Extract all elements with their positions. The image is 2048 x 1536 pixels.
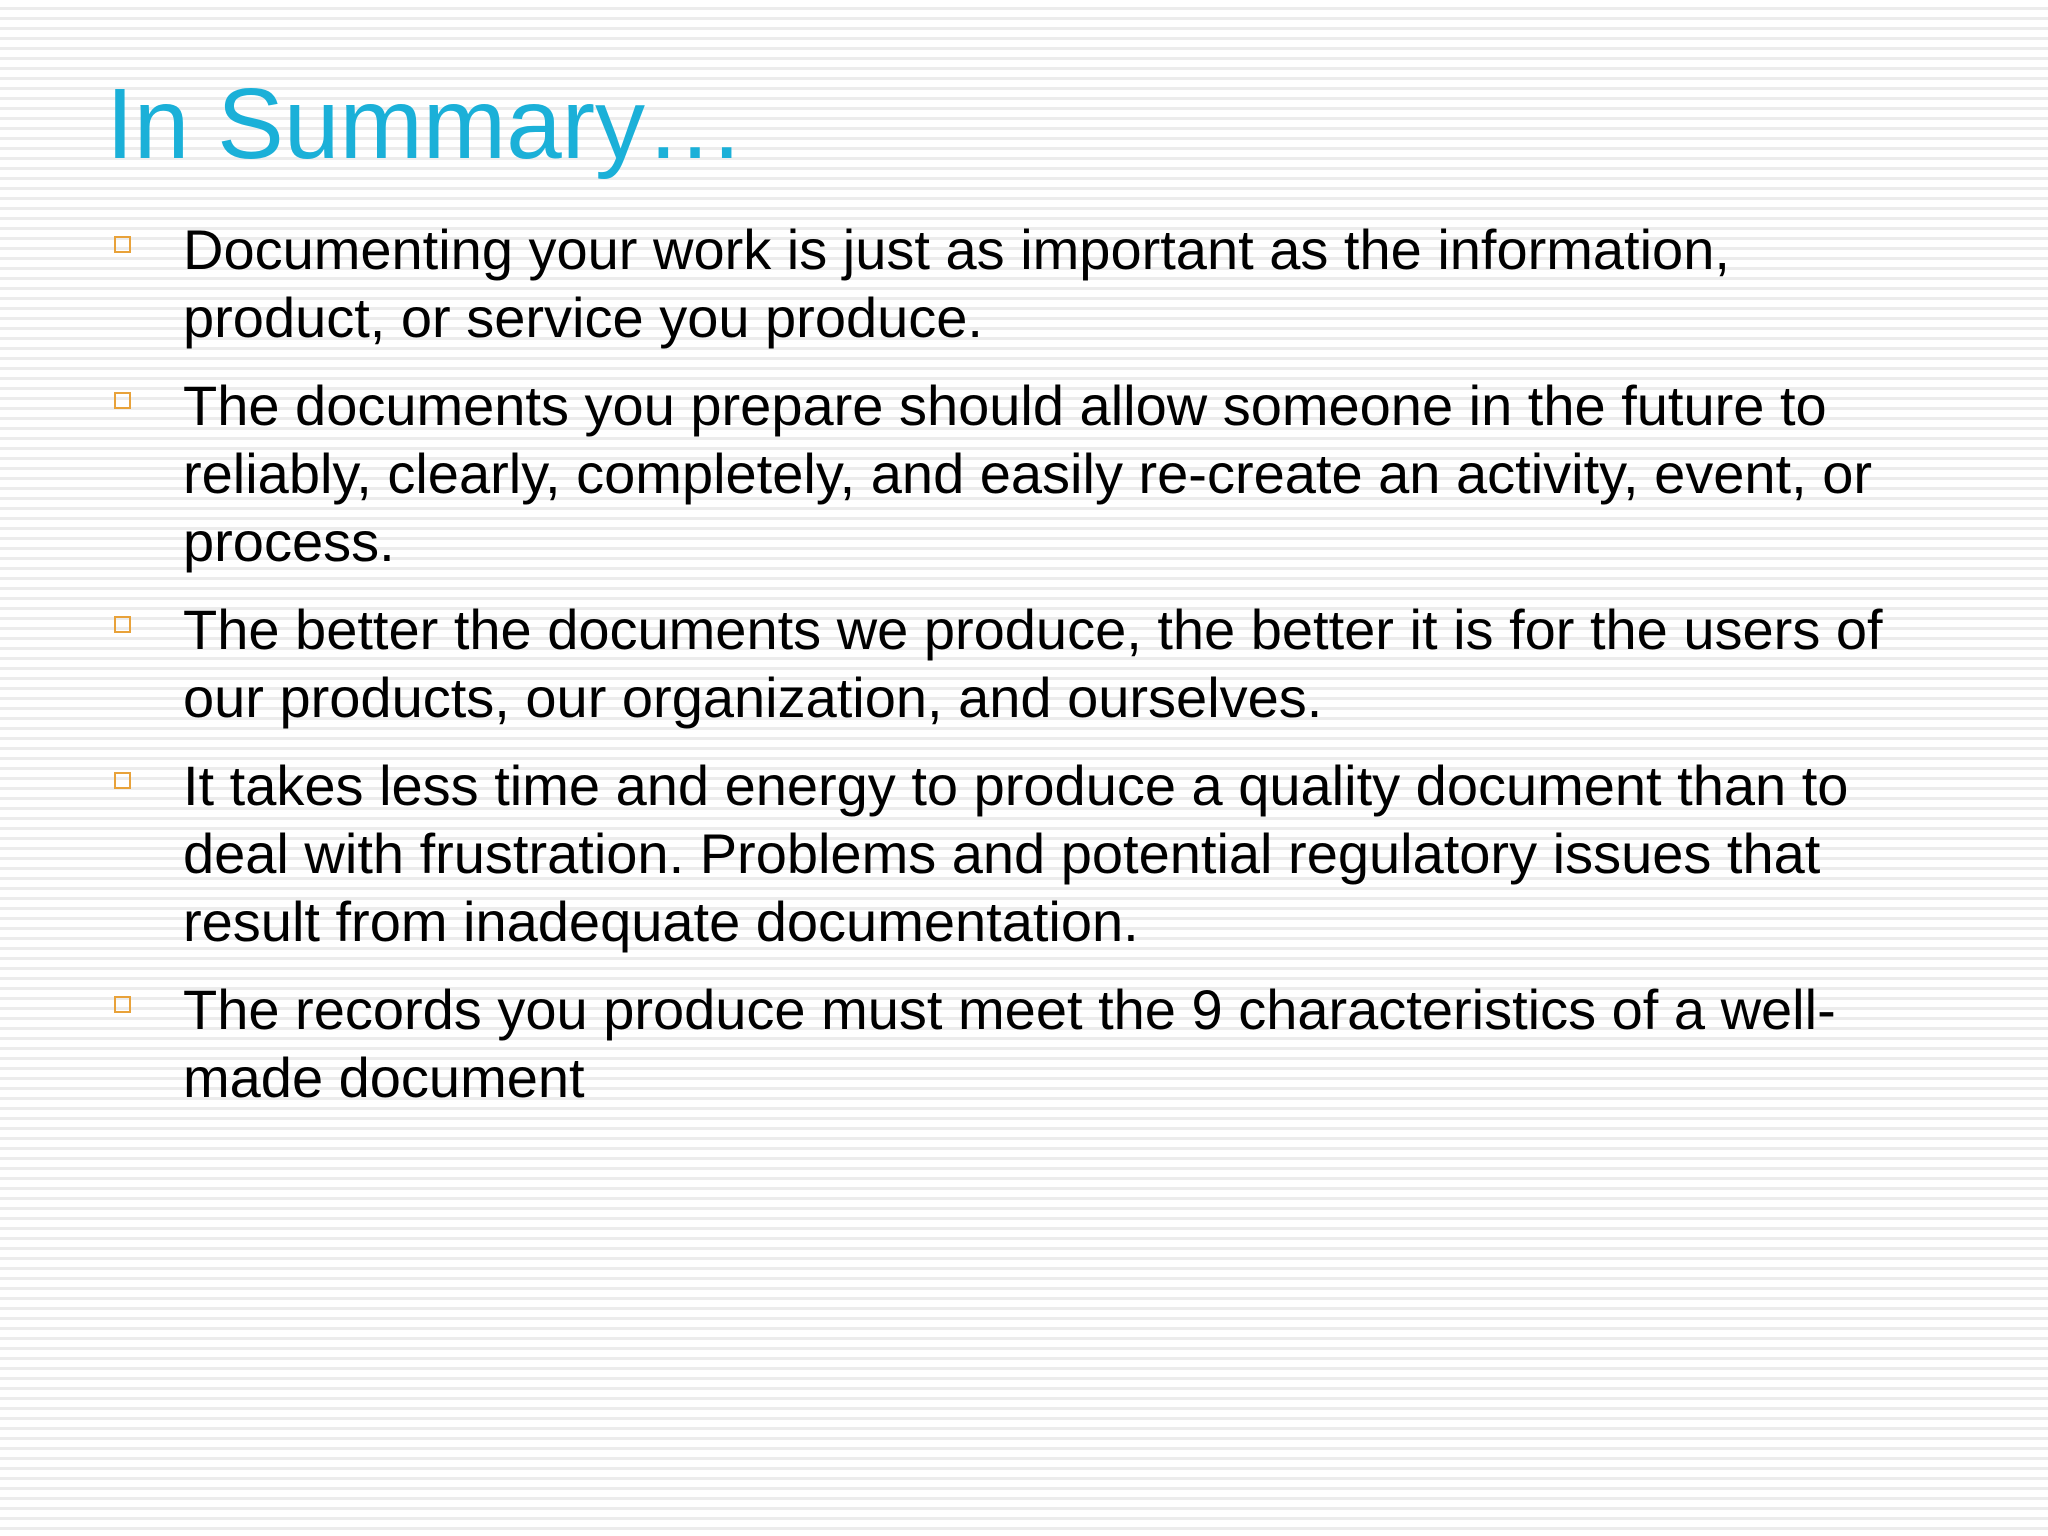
- bullet-text: The documents you prepare should allow someone in the future to reliably, clearly, completely, and easily re-create an activity, event, or process.: [183, 374, 1872, 573]
- bullet-list: [110, 216, 1940, 1132]
- square-outline-bullet-icon: [114, 996, 131, 1013]
- bullet-text: The records you produce must meet the 9 characteristics of a well-made document: [183, 978, 1836, 1109]
- bullet-text: The better the documents we produce, the better it is for the users of our products, our organization, and ourselves.: [183, 598, 1883, 729]
- slide-title: In Summary…: [106, 68, 746, 180]
- bullet-text: It takes less time and energy to produce a quality document than to deal with frustration. Problems and potential regulatory issues that result from inadequate documentation.: [183, 754, 1849, 953]
- bullet-item: [110, 372, 1940, 576]
- bullet-item: [110, 596, 1940, 732]
- bullet-item: [110, 752, 1940, 956]
- bullet-text: Documenting your work is just as important as the information, product, or service you produce.: [183, 218, 1730, 349]
- square-outline-bullet-icon: [114, 236, 131, 253]
- square-outline-bullet-icon: [114, 772, 131, 789]
- bullet-item: [110, 216, 1940, 352]
- square-outline-bullet-icon: [114, 392, 131, 409]
- bullet-item: [110, 976, 1940, 1112]
- square-outline-bullet-icon: [114, 616, 131, 633]
